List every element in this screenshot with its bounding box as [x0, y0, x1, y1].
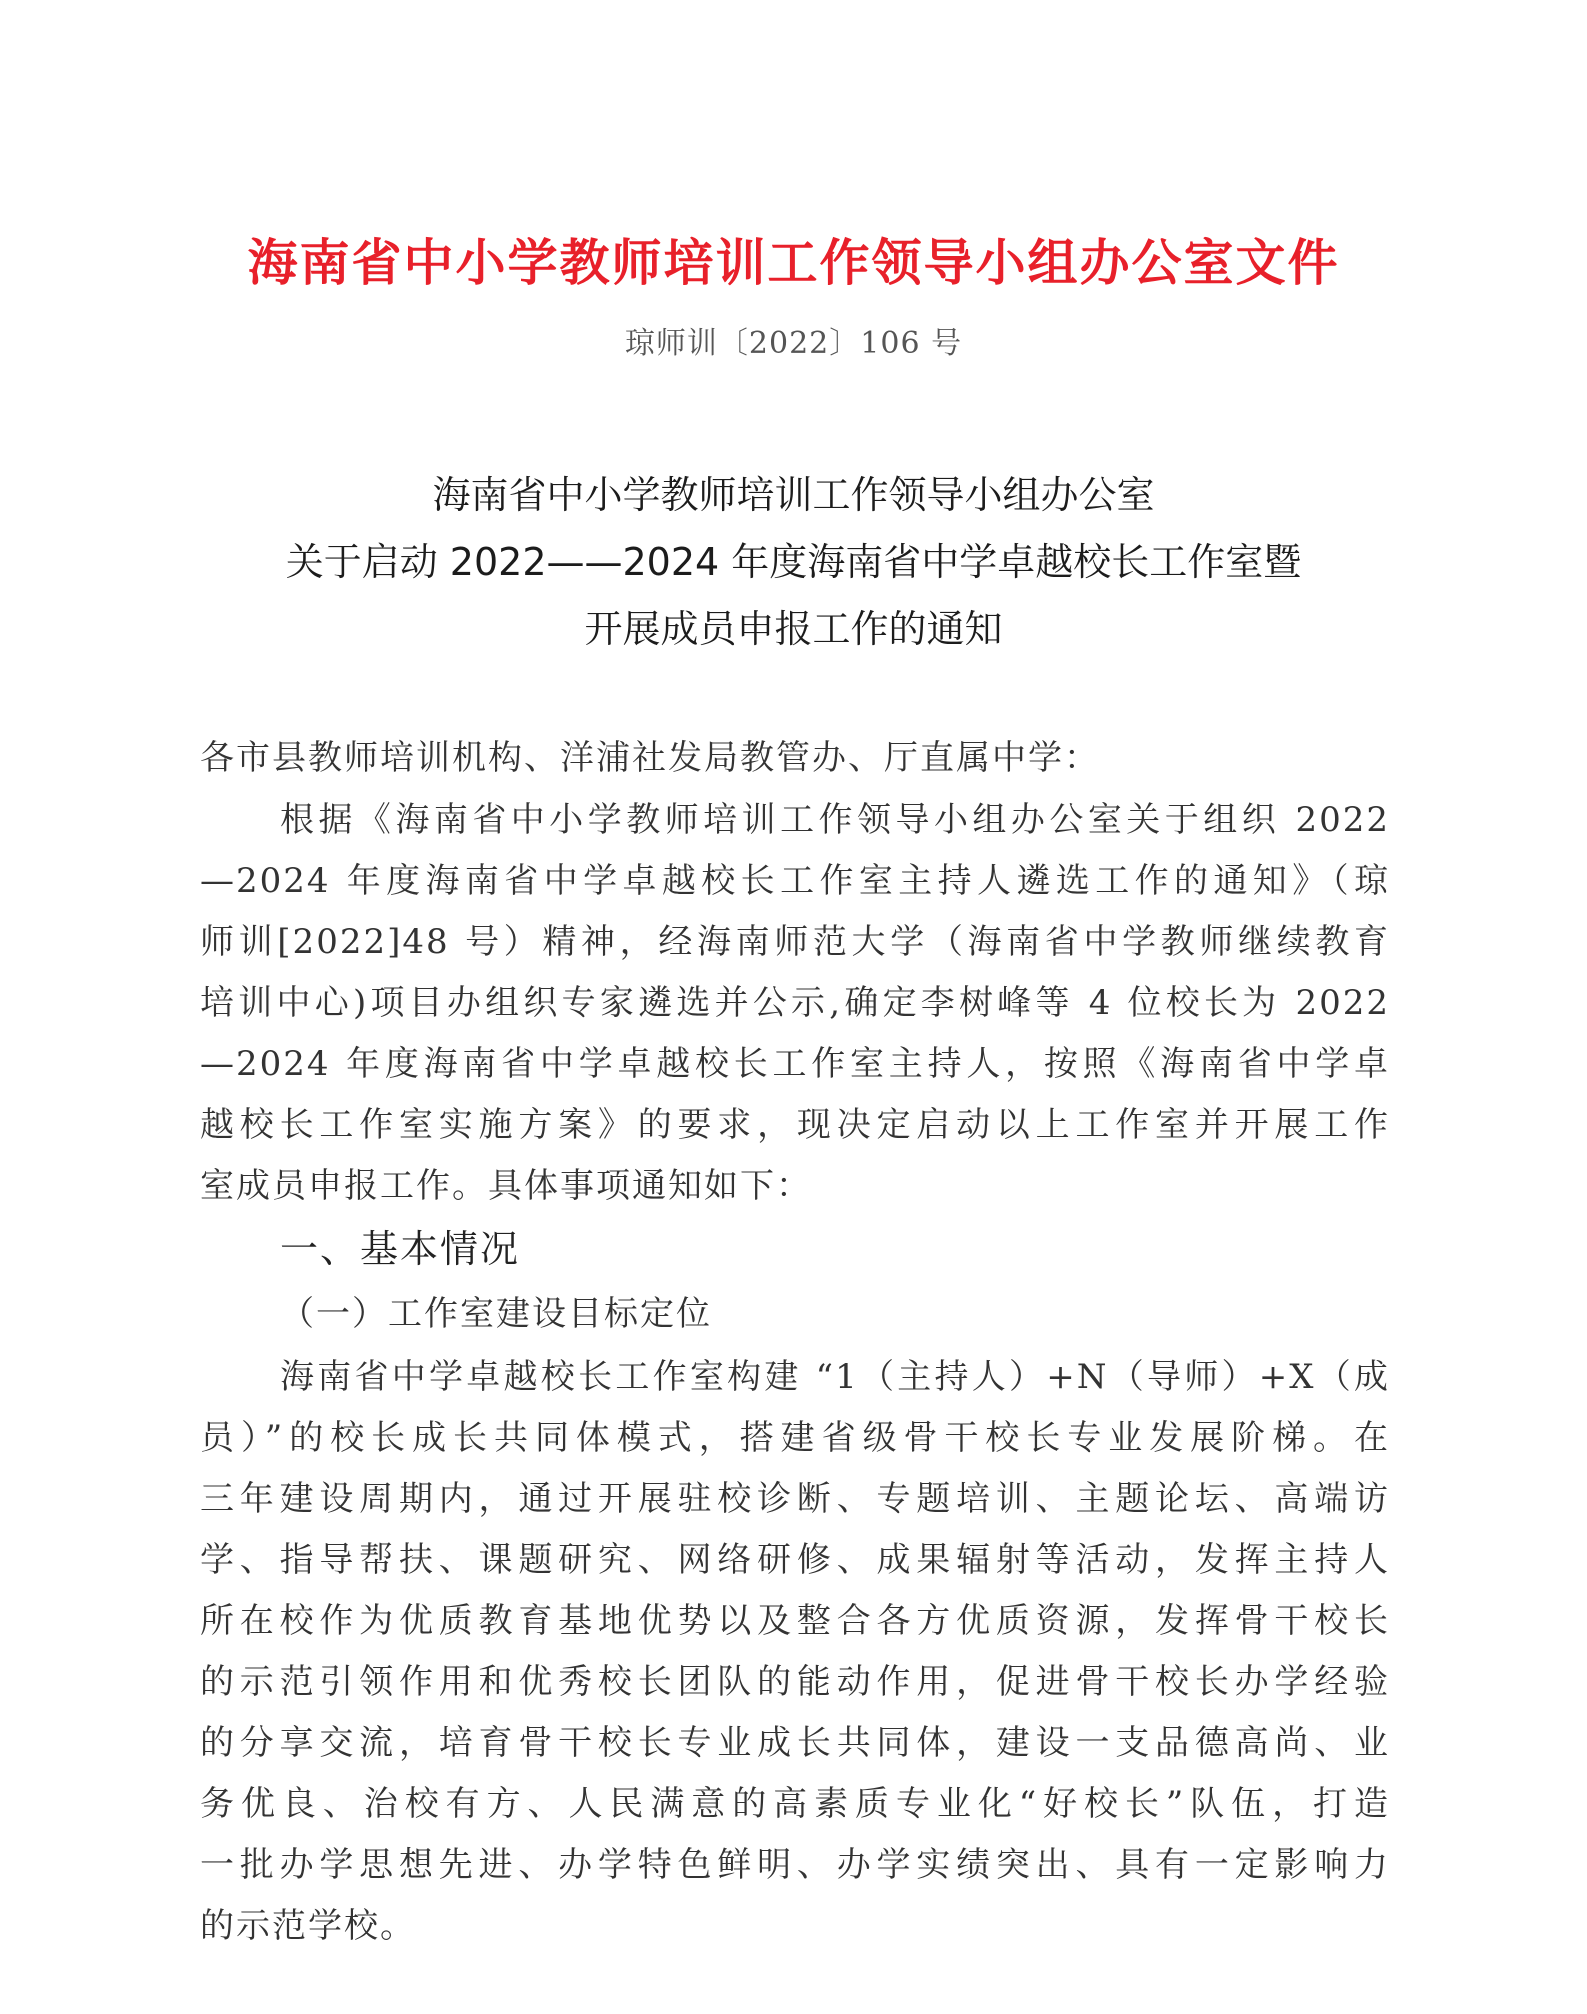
intro-line: —2024 年度海南省中学卓越校长工作室主持人，按照《海南省中学卓 [200, 1044, 1390, 1084]
intro-line: 室成员申报工作。具体事项通知如下： [200, 1166, 812, 1206]
intro-line: 培训中心)项目办组织专家遴选并公示,确定李树峰等 4 位校长为 2022 [200, 983, 1390, 1023]
intro-paragraph [200, 790, 1390, 1217]
intro-line: 根据《海南省中小学教师培训工作领导小组办公室关于组织 2022 [280, 800, 1390, 840]
goal-line: 的示范引领作用和优秀校长团队的能动作用，促进骨干校长办学经验 [200, 1662, 1390, 1702]
document-body [200, 728, 1390, 1957]
goal-line: 海南省中学卓越校长工作室构建 “1（主持人）+N（导师）+X（成 [280, 1357, 1390, 1397]
goal-line: 务优良、治校有方、人民满意的高素质专业化“好校长”队伍，打造 [200, 1784, 1390, 1824]
title-line-1: 海南省中小学教师培训工作领导小组办公室 [432, 473, 1155, 517]
goal-line: 学、指导帮扶、课题研究、网络研修、成果辐射等活动，发挥主持人 [200, 1540, 1390, 1580]
goal-line: 所在校作为优质教育基地优势以及整合各方优质资源，发挥骨干校长 [200, 1601, 1390, 1641]
goal-paragraph [200, 1347, 1390, 1957]
goal-line: 的示范学校。 [200, 1906, 416, 1946]
notice-title [0, 462, 1587, 663]
goal-line: 一批办学思想先进、办学特色鲜明、办学实绩突出、具有一定影响力 [200, 1845, 1390, 1885]
section-heading-basic-info: 一、基本情况 [280, 1227, 521, 1271]
goal-line: 的分享交流，培育骨干校长专业成长共同体，建设一支品德高尚、业 [200, 1723, 1390, 1763]
goal-line: 三年建设周期内，通过开展驻校诊断、专题培训、主题论坛、高端访 [200, 1479, 1390, 1519]
issuer-header: 海南省中小学教师培训工作领导小组办公室文件 [247, 233, 1340, 292]
title-line-3: 开展成员申报工作的通知 [584, 607, 1003, 651]
document-number: 琼师训〔2022〕106 号 [624, 326, 963, 361]
title-line-2: 关于启动 2022——2024 年度海南省中学卓越校长工作室暨 [285, 540, 1302, 584]
intro-line: 师训[2022]48 号）精神，经海南师范大学（海南省中学教师继续教育 [200, 922, 1390, 962]
subsection-heading-goal: （一）工作室建设目标定位 [280, 1294, 712, 1334]
goal-line: 员）”的校长成长共同体模式，搭建省级骨干校长专业发展阶梯。在 [200, 1418, 1390, 1458]
intro-line: —2024 年度海南省中学卓越校长工作室主持人遴选工作的通知》（琼 [200, 861, 1390, 901]
intro-line: 越校长工作室实施方案》的要求，现决定启动以上工作室并开展工作 [200, 1105, 1390, 1145]
salutation: 各市县教师培训机构、洋浦社发局教管办、厅直属中学： [200, 738, 1100, 778]
